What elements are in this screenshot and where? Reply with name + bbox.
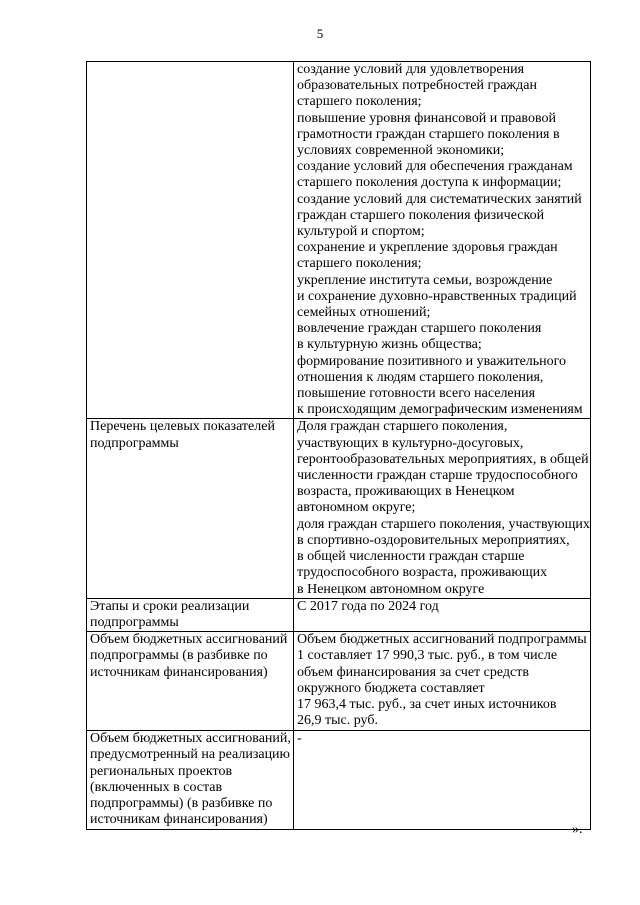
value-line: грамотности граждан старшего поколения в (297, 126, 560, 142)
table-row-target-indicators (87, 419, 591, 598)
row-value-cell (294, 62, 591, 419)
label-line: подпрограммы (в разбивке по (90, 648, 268, 664)
value-line: С 2017 года по 2024 год (297, 598, 439, 614)
subprogram-passport-table (86, 61, 591, 830)
label-line: Перечень целевых показателей (90, 419, 275, 435)
table-row-tasks (87, 62, 591, 419)
label-line: подпрограммы) (в разбивке по (90, 795, 273, 811)
label-line: Объем бюджетных ассигнований, (90, 731, 291, 747)
value-line: вовлечение граждан старшего поколения (297, 321, 542, 337)
value-line: Объем бюджетных ассигнований подпрограммы (297, 632, 587, 648)
row-value-cell (294, 632, 591, 731)
row-label-cell (87, 598, 294, 631)
value-line: создание условий для систематических занятий (297, 191, 582, 207)
value-line: сохранение и укрепление здоровья граждан (297, 240, 558, 256)
table-row-stages (87, 598, 591, 631)
value-line: семейных отношений; (297, 305, 431, 321)
row-label-cell (87, 62, 294, 419)
page-number: 5 (316, 26, 324, 41)
value-line: образовательных потребностей граждан (297, 78, 537, 94)
value-line: повышение готовности всего населения (297, 386, 536, 402)
value-line: доля граждан старшего поколения, участвующих (297, 516, 590, 532)
value-line: трудоспособного возраста, проживающих (297, 565, 548, 581)
value-line: и сохранение духовно-нравственных традиций (297, 288, 577, 304)
value-line: Доля граждан старшего поколения, (297, 419, 508, 435)
value-line: старшего поколения; (297, 94, 422, 110)
value-line: создание условий для удовлетворения (297, 62, 525, 77)
label-line: подпрограммы (90, 614, 179, 630)
value-line: в культурную жизнь общества; (297, 337, 482, 353)
value-line: численности граждан старше трудоспособного (297, 468, 578, 484)
value-line: в общей численности граждан старше (297, 549, 525, 565)
row-value-cell (294, 731, 591, 830)
value-line: геронтообразовательных мероприятиях, в общей (297, 451, 589, 467)
value-line: создание условий для обеспечения гражданам (297, 159, 573, 175)
value-line: условиях современной экономики; (297, 143, 505, 159)
table-row-regional-projects-budget (87, 731, 591, 830)
value-line: 17 963,4 тыс. руб., за счет иных источников (297, 696, 557, 712)
label-line: (включенных в состав (90, 779, 223, 795)
label-line: Этапы и сроки реализации (90, 598, 250, 614)
row-value-cell (294, 419, 591, 598)
value-line: в Ненецком автономном округе (297, 581, 485, 597)
label-line: региональных проектов (90, 763, 233, 779)
value-line: граждан старшего поколения физической (297, 207, 545, 223)
label-line: подпрограммы (90, 435, 179, 451)
value-line: - (297, 731, 302, 747)
label-line: источникам финансирования) (90, 812, 268, 828)
value-line: объем финансирования за счет средств (297, 664, 529, 680)
value-line: укрепление института семьи, возрождение (297, 272, 553, 288)
value-line: культурой и спортом; (297, 224, 425, 240)
table-row-budget (87, 632, 591, 731)
value-line: повышение уровня финансовой и правовой (297, 110, 556, 126)
value-line: отношения к людям старшего поколения, (297, 369, 544, 385)
row-label-cell (87, 632, 294, 731)
value-line: 26,9 тыс. руб. (297, 713, 378, 729)
value-line: возраста, проживающих в Ненецком (297, 484, 515, 500)
value-line: 1 составляет 17 990,3 тыс. руб., в том числе (297, 648, 558, 664)
value-line: старшего поколения доступа к информации; (297, 175, 562, 191)
value-line: автономном округе; (297, 500, 416, 516)
value-line: участвующих в культурно-досуговых, (297, 435, 524, 451)
value-line: окружного бюджета составляет (297, 680, 485, 696)
value-line: формирование позитивного и уважительного (297, 353, 567, 369)
row-label-cell (87, 419, 294, 598)
value-line: в спортивно-оздоровительных мероприятиях, (297, 532, 570, 548)
closing-quote-mark: ». (572, 822, 583, 837)
value-line: старшего поколения; (297, 256, 422, 272)
row-value-cell (294, 598, 591, 631)
value-line: к происходящим демографическим изменениям (297, 402, 583, 418)
label-line: Объем бюджетных ассигнований (90, 632, 288, 648)
row-label-cell (87, 731, 294, 830)
label-line: предусмотренный на реализацию (90, 747, 291, 763)
label-line: источникам финансирования) (90, 664, 268, 680)
